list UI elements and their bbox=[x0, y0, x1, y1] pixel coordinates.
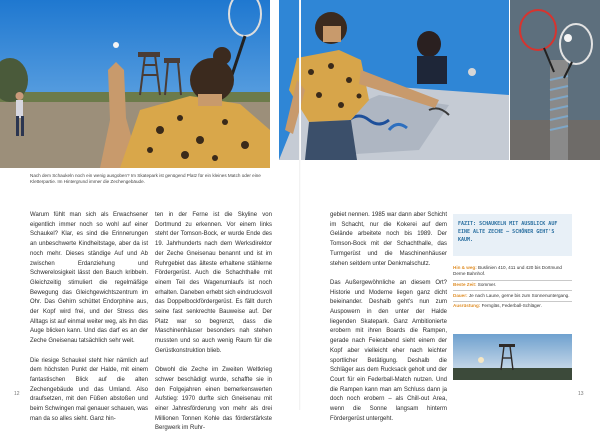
info-row-duration bbox=[453, 291, 572, 302]
info-label: Beste Zeit: bbox=[453, 282, 477, 288]
text-column-3 bbox=[330, 211, 447, 424]
text-column-2 bbox=[155, 211, 272, 434]
info-list bbox=[453, 264, 572, 312]
info-row-best-time bbox=[453, 281, 572, 292]
info-text: Je nach Laune, gerne bis zum Sonnenuntergang. bbox=[467, 292, 570, 298]
info-label: Hin & weg: bbox=[453, 265, 477, 271]
info-text: Buslinien 410, 411 und 420 bis Dortmund Derne Bahnhof. bbox=[453, 265, 562, 277]
info-text: Sommer. bbox=[476, 282, 497, 288]
paragraph: Das Außergewöhnliche an diesem Ort? Historie und Moderne liegen ganz dicht beieinander. Deshalb geht's nun zum Auspowern in den unter der Halde liegenden Skatepark. Ganz Ambitionierte erobern mit ihren Boards die Rampen, gerade nach Feierabend sieht einem der Kopf aber vielleicht eher nach leichter sportlicher Betätigung. Deshalb die Schläger aus dem Rucksack geholt und der Court für ein Federball-Match nutzen. Und die Rampen kann man am Schluss dann ja doch noch erobern – als Chill-out Area, wenn die Sonne langsam hinterm Fördergerüst untergeht. bbox=[330, 279, 447, 422]
info-label: Dauer: bbox=[453, 292, 468, 298]
photo-badminton-player bbox=[0, 0, 270, 168]
paragraph: ten in der Ferne ist die Skyline von Dortmund zu erkennen. Vor einem links steht der Tomson-Bock, er wurde Ende des 19. Jahrhunderts nach dem Werksdirektor der Zeche Gneisenau benannt und ist im Ruhrgebiet das älteste erhaltene stählerne Fördergerüst. Auch die Schachthalle mit einem Teil des Wagenumlaufs ist noch erhalten. Daneben erhebt sich eindrucksvoll das Doppelbockfördergerüst. Es fällt durch seine fast senkrechte Bauweise auf. Der Platz war so begrenzt, dass die Maschinenhäuser besonders nah stehen mussten und so auch wenig Raum für die Gerüstkonstruktion blieb. bbox=[155, 212, 272, 354]
fazit-box: FAZIT: SCHAUKELN MIT AUSBLICK AUF EINE ALTE ZECHE – SCHÖNER GEHT'S KAUM. bbox=[453, 214, 572, 256]
info-row-getting-there bbox=[453, 264, 572, 281]
paragraph: gebiet nennen. 1985 war dann aber Schicht im Schacht, nur die Kokerei auf dem Gelände arbeitete noch bis 1989. Der Tomson-Bock mit der Schachthalle, das Turmgerüst und die Maschinenhäuser stehen seitdem unter Denkmalschutz. bbox=[330, 212, 447, 267]
photo-skatepark bbox=[279, 0, 509, 160]
text-column-1 bbox=[30, 211, 148, 424]
info-text: Ferngläs, Federball-Schläger. bbox=[480, 303, 542, 309]
page-gutter bbox=[299, 0, 301, 410]
photo-headframe-sunset bbox=[453, 334, 572, 380]
page-number-right: 13 bbox=[578, 391, 584, 397]
page-number-left: 12 bbox=[14, 391, 20, 397]
info-label: Ausrüstung: bbox=[453, 303, 481, 309]
paragraph: Die riesige Schaukel steht hier nämlich auf dem höchsten Punkt der Halde, mit einem fantastischen Blick auf die alten Zechengebäude und das Umland. Also draufsetzen, mit den Füßen abstoßen und beim Schwingen mal genauer schauen, was man da so alles sieht. Ganz hin- bbox=[30, 357, 148, 422]
paragraph: Warum fühlt man sich als Erwachsener eigentlich immer noch so wohl auf einer Schaukel? Klar, es sind die Erinnerungen an unbeschwerte Kindheitstage, aber da ist noch mehr. Dieses ständige Auf und Ab zwischen Erdanziehung und Schwerelosigkeit lässt den Bauch kribbeln. Gleichzeitig stimuliert die regelmäßige Bewegung das Gleichgewichtszentrum im Ohr. Das Gehirn schüttet Endorphine aus, der Kopf wird frei, und der Stress des Alltags ist auf einmal weiter weg, als ihn das Auge blicken kann. Und das darf es an der Zeche Gneisenau tatsächlich sehr weit. bbox=[30, 212, 148, 345]
photo-caption: Nach dem Schaukeln noch ein wenig ausgoben? Im Skatepark ist genügend Platz für ein kleines Match oder eine Kletterpartie. Im Hintergrund immer die Zechengebäude. bbox=[30, 173, 261, 185]
paragraph: Obwohl die Zeche im Zweiten Weltkrieg schwer beschädigt wurde, schaffte sie in den Folgejahren einen bemerkenswerten Aufstieg: 1970 durfte sich Gneisenau mit einer Jahresförderung von mehr als drei Millionen Tonnen Kohle das förderstärkste Bergwerk im Ruhr- bbox=[155, 367, 272, 432]
info-row-equipment bbox=[453, 302, 572, 312]
photo-rackets bbox=[510, 0, 600, 160]
